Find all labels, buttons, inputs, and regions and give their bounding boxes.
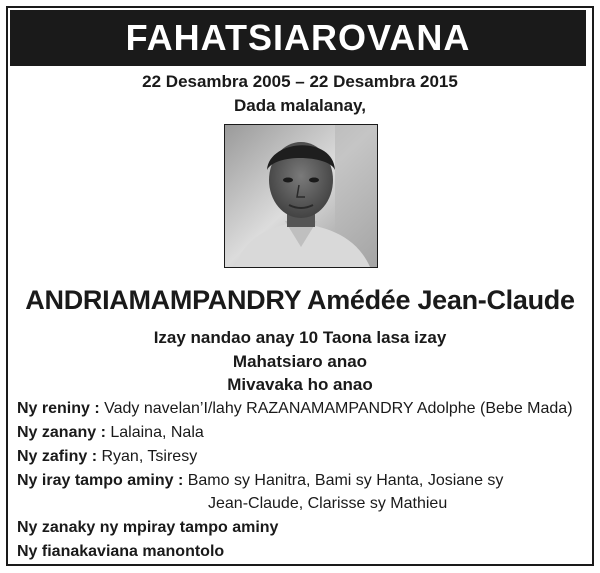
parents-value: Vady navelan’I/lahy RAZANAMAMPANDRY Adolphe (Bebe Mada) xyxy=(104,400,573,417)
family-children xyxy=(17,424,204,442)
title-banner xyxy=(10,10,586,66)
notice-title: FAHATSIAROVANA xyxy=(125,17,471,58)
siblings-value-line-2: Jean-Claude, Clarisse sy Mathieu xyxy=(208,495,448,512)
parents-label: Ny reniny : xyxy=(17,400,100,417)
family-parents xyxy=(17,400,573,418)
family-siblings-continued xyxy=(208,495,447,513)
memorial-dates: 22 Desambra 2005 – 22 Desambra 2015 xyxy=(142,72,458,91)
family-siblings xyxy=(17,472,503,490)
children-value: Lalaina, Nala xyxy=(110,424,204,441)
family-grandchildren xyxy=(17,448,197,466)
portrait-photo xyxy=(224,124,378,268)
portrait-icon xyxy=(225,125,377,267)
deceased-name: ANDRIAMAMPANDRY Amédée Jean-Claude xyxy=(25,285,575,315)
children-label: Ny zanany : xyxy=(17,424,106,441)
message-line-2: Mahatsiaro anao xyxy=(232,352,368,371)
family-relatives: Ny fianakaviana manontolo xyxy=(17,543,225,560)
siblings-value-line-1: Bamo sy Hanitra, Bami sy Hanta, Josiane sy xyxy=(187,472,504,489)
message-line-1: Izay nandao anay 10 Taona lasa izay xyxy=(153,328,447,347)
message-line-3: Mivavaka ho anao xyxy=(227,375,373,394)
siblings-label: Ny iray tampo aminy : xyxy=(17,472,184,489)
grandchildren-label: Ny zafiny : xyxy=(17,448,98,465)
greeting: Dada malalanay, xyxy=(234,96,366,115)
family-nephews: Ny zanaky ny mpiray tampo aminy xyxy=(17,519,279,536)
grandchildren-value: Ryan, Tsiresy xyxy=(101,448,198,465)
